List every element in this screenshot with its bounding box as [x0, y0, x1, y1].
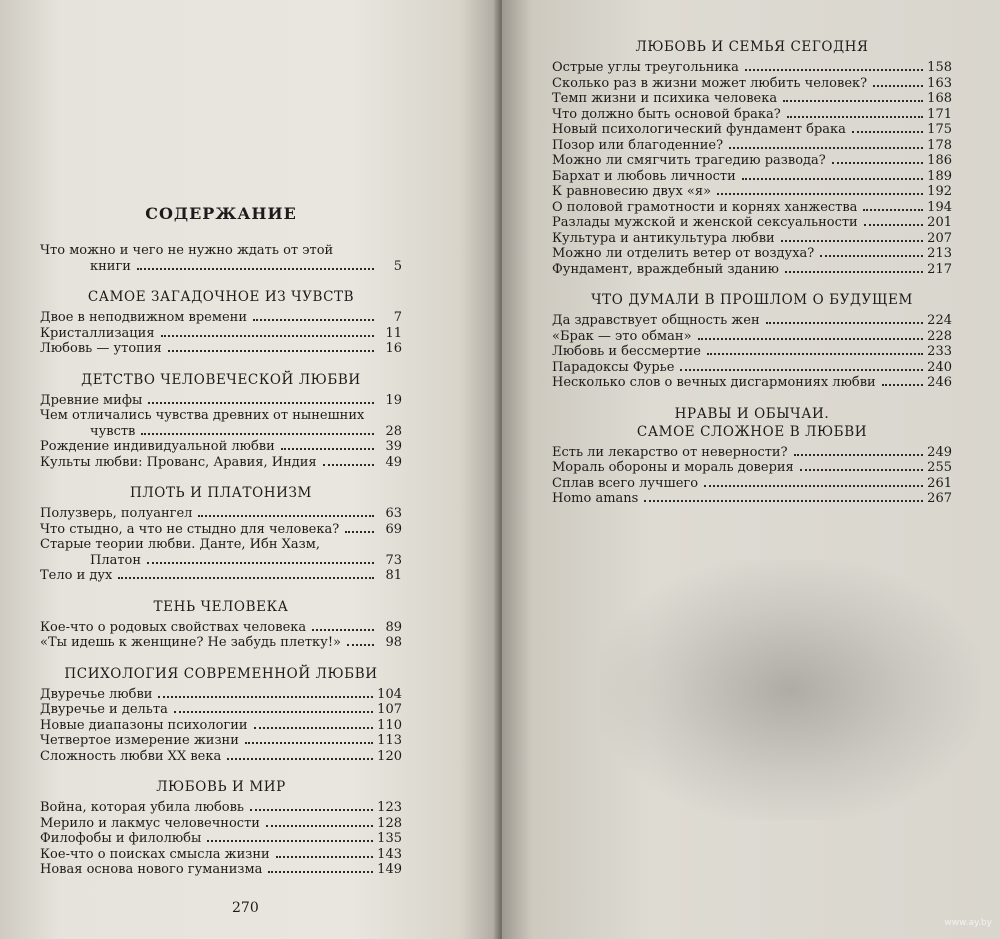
section-title-line: ЛЮБОВЬ И МИР — [156, 779, 286, 795]
toc-entry — [40, 702, 402, 718]
page-number: 39 — [385, 439, 402, 454]
toc-entry — [552, 360, 952, 376]
section-title — [40, 371, 402, 389]
entry-text: Сколько раз в жизни может любить человек? — [552, 75, 868, 91]
entry-text: Чем отличались чувства древних от нынешних — [40, 408, 365, 423]
entry-text-cont: Платон — [90, 552, 142, 568]
page-number: 7 — [393, 310, 402, 325]
page-number: 5 — [393, 258, 402, 274]
page-number: 149 — [377, 862, 402, 877]
entry-text: Двуречье любви — [40, 686, 153, 702]
entry-text: Сложность любви XX века — [40, 748, 222, 764]
page-number: 107 — [377, 702, 402, 717]
toc-entry-intro — [40, 243, 402, 274]
entry-text-cont: книги — [90, 258, 131, 274]
entry-text: Четвертое измерение жизни — [40, 733, 239, 748]
toc-entry — [552, 476, 952, 492]
page-number: 110 — [377, 717, 402, 733]
page-number: 81 — [385, 568, 402, 583]
section-title — [40, 665, 402, 683]
entry-text: Двуречье и дельта — [40, 702, 168, 717]
entry-text: Старые теории любви. Данте, Ибн Хазм, — [40, 537, 320, 552]
entry-text: Древние мифы — [40, 392, 143, 408]
toc-entry — [40, 816, 402, 832]
entry-text: Что стыдно, а что не стыдно для человека? — [40, 521, 340, 537]
page-number: 128 — [377, 815, 402, 831]
section-title — [552, 38, 952, 56]
entry-text: Культура и антикультура любви — [552, 230, 775, 246]
toc-entry — [40, 537, 402, 568]
toc-title: СОДЕРЖАНИЕ — [145, 204, 297, 223]
toc-entry — [552, 262, 952, 278]
page-number: 171 — [927, 106, 952, 122]
toc-entry — [40, 455, 402, 471]
entry-text: Можно ли отделить ветер от воздуха? — [552, 246, 815, 261]
toc-entry — [40, 341, 402, 357]
section-title-line: ЧТО ДУМАЛИ В ПРОШЛОМ О БУДУЩЕМ — [591, 292, 913, 308]
folio-page-number: 270 — [232, 900, 259, 916]
entry-text: Что должно быть основой брака? — [552, 106, 781, 122]
toc-entry — [552, 153, 952, 169]
toc-entry — [40, 800, 402, 816]
page-number: 267 — [927, 491, 952, 506]
page-number: 228 — [927, 328, 952, 344]
toc-entry — [40, 506, 402, 522]
page-number: 207 — [927, 230, 952, 246]
entry-text: Мерило и лакмус человечности — [40, 815, 260, 831]
page-number: 98 — [385, 635, 402, 650]
toc-entry — [40, 408, 402, 439]
entry-text: Что можно и чего не нужно ждать от этой — [40, 243, 334, 258]
entry-text: Культы любви: Прованс, Аравия, Индия — [40, 454, 317, 470]
page-number: 249 — [927, 444, 952, 460]
entry-text: Любовь — утопия — [40, 341, 162, 356]
toc-entry — [40, 831, 402, 847]
entry-text: Темп жизни и психика человека — [552, 91, 778, 106]
page-number: 201 — [927, 215, 952, 230]
toc-entry — [40, 862, 402, 878]
page-number: 168 — [927, 91, 952, 106]
page-number: 213 — [927, 246, 952, 261]
page-number: 113 — [377, 733, 402, 748]
page-number: 19 — [385, 392, 402, 408]
toc-entry — [40, 568, 402, 584]
page-number: 89 — [385, 619, 402, 635]
toc-entry — [552, 169, 952, 185]
page-number: 143 — [377, 846, 402, 862]
entry-text: Несколько слов о вечных дисгармониях любви — [552, 375, 876, 390]
toc-entry — [552, 184, 952, 200]
section-title — [552, 291, 952, 309]
toc-entry — [40, 310, 402, 326]
entry-text: Новая основа нового гуманизма — [40, 862, 263, 877]
page-number: 217 — [927, 261, 952, 277]
page-number: 11 — [385, 325, 402, 341]
toc-entry — [552, 60, 952, 76]
section-title-line: ПСИХОЛОГИЯ СОВРЕМЕННОЙ ЛЮБВИ — [64, 665, 378, 682]
watermark: www.ay.by — [944, 918, 992, 928]
entry-text: Филофобы и филолюбы — [40, 831, 202, 846]
toc-entry — [552, 375, 952, 391]
toc-entry — [40, 439, 402, 455]
entry-text: О половой грамотности и корнях ханжества — [552, 199, 858, 215]
page-number: 240 — [927, 359, 952, 375]
toc-entry — [40, 847, 402, 863]
toc-entry — [552, 138, 952, 154]
toc-entry — [552, 122, 952, 138]
entry-text: Тело и дух — [40, 568, 113, 583]
page-number: 233 — [927, 344, 952, 359]
toc-entry — [40, 733, 402, 749]
toc-entry — [40, 718, 402, 734]
entry-text: Да здравствует общность жен — [552, 313, 760, 328]
toc-entry — [552, 445, 952, 461]
section-title — [40, 598, 402, 616]
toc-entry — [40, 326, 402, 342]
entry-text: Можно ли смягчить трагедию развода? — [552, 153, 826, 168]
page-number: 255 — [927, 460, 952, 475]
page-number: 175 — [927, 122, 952, 137]
page-number: 49 — [385, 454, 402, 470]
entry-text: Кое-что о родовых свойствах человека — [40, 619, 307, 635]
section-title — [40, 778, 402, 796]
toc-entry — [40, 393, 402, 409]
toc-entry — [552, 107, 952, 123]
page-number: 69 — [385, 521, 402, 537]
page-number: 28 — [385, 423, 402, 439]
section-title-line: САМОЕ ЗАГАДОЧНОЕ ИЗ ЧУВСТВ — [87, 289, 355, 305]
page-number: 194 — [927, 199, 952, 215]
page-number: 73 — [385, 552, 402, 568]
toc-entry — [40, 620, 402, 636]
page-number: 104 — [377, 686, 402, 702]
right-page — [502, 0, 1000, 939]
left-sections — [40, 288, 402, 878]
toc-entry — [40, 687, 402, 703]
entry-text: Новый психологический фундамент брака — [552, 122, 846, 137]
entry-text: Двое в неподвижном времени — [40, 310, 247, 325]
page-number: 163 — [927, 75, 952, 91]
toc-entry — [552, 76, 952, 92]
toc-entry — [552, 215, 952, 231]
entry-text: Парадоксы Фурье — [552, 359, 675, 375]
entry-text: Полузверь, полуангел — [40, 506, 193, 521]
entry-text: Мораль обороны и мораль доверия — [552, 460, 794, 475]
entry-text: Острые углы треугольника — [552, 60, 739, 75]
toc-entry — [40, 635, 402, 651]
page-number: 135 — [377, 831, 402, 846]
toc-entry — [40, 522, 402, 538]
entry-text: Кое-что о поисках смысла жизни — [40, 846, 270, 862]
page-number: 192 — [927, 184, 952, 199]
entry-text: Война, которая убила любовь — [40, 800, 245, 815]
toc-entry — [552, 200, 952, 216]
page-number: 16 — [385, 341, 402, 356]
page-number: 189 — [927, 168, 952, 184]
toc-entry — [552, 460, 952, 476]
page-number: 261 — [927, 475, 952, 491]
section-title — [40, 288, 402, 306]
toc-entry — [552, 91, 952, 107]
entry-text: Фундамент, враждебный зданию — [552, 261, 779, 277]
section-title-line: ЛЮБОВЬ И СЕМЬЯ СЕГОДНЯ — [635, 39, 869, 55]
section-title-line: САМОЕ СЛОЖНОЕ В ЛЮБВИ — [636, 423, 868, 440]
entry-text: Позор или благоденние? — [552, 137, 724, 153]
toc-entry — [552, 491, 952, 507]
entry-text: Новые диапазоны психологии — [40, 717, 248, 733]
entry-text: Есть ли лекарство от неверности? — [552, 444, 788, 460]
section-title-line: ПЛОТЬ И ПЛАТОНИЗМ — [130, 485, 312, 501]
page-number: 158 — [927, 60, 952, 75]
toc-entry — [552, 344, 952, 360]
toc-entry — [552, 329, 952, 345]
entry-text: «Брак — это обман» — [552, 328, 692, 344]
entry-text: Сплав всего лучшего — [552, 475, 699, 491]
entry-text: Homo amans — [552, 491, 639, 506]
section-title-line: ТЕНЬ ЧЕЛОВЕКА — [153, 598, 289, 615]
page-number: 123 — [377, 800, 402, 815]
section-title-line: ДЕТСТВО ЧЕЛОВЕЧЕСКОЙ ЛЮБВИ — [81, 371, 361, 388]
page-number: 120 — [377, 748, 402, 764]
entry-text: К равновесию двух «я» — [552, 184, 712, 199]
right-sections — [552, 38, 952, 507]
section-title — [40, 484, 402, 502]
toc-entry — [552, 246, 952, 262]
page-number: 224 — [927, 313, 952, 328]
entry-text: Бархат и любовь личности — [552, 168, 736, 184]
page-number: 246 — [927, 375, 952, 390]
page-number: 186 — [927, 153, 952, 168]
entry-text: Любовь и бессмертие — [552, 344, 701, 359]
entry-text: Кристаллизация — [40, 325, 155, 341]
section-title — [552, 405, 952, 441]
entry-text: Рождение индивидуальной любви — [40, 439, 275, 454]
page-number: 63 — [385, 506, 402, 521]
section-title-line: НРАВЫ И ОБЫЧАИ. — [674, 405, 830, 422]
entry-text-cont: чувств — [90, 423, 136, 439]
toc-entry — [40, 749, 402, 765]
page-number: 178 — [927, 137, 952, 153]
entry-text: Разлады мужской и женской сексуальности — [552, 215, 858, 230]
toc-entry — [552, 231, 952, 247]
toc-entry — [552, 313, 952, 329]
entry-text: «Ты идешь к женщине? Не забудь плетку!» — [40, 635, 341, 650]
